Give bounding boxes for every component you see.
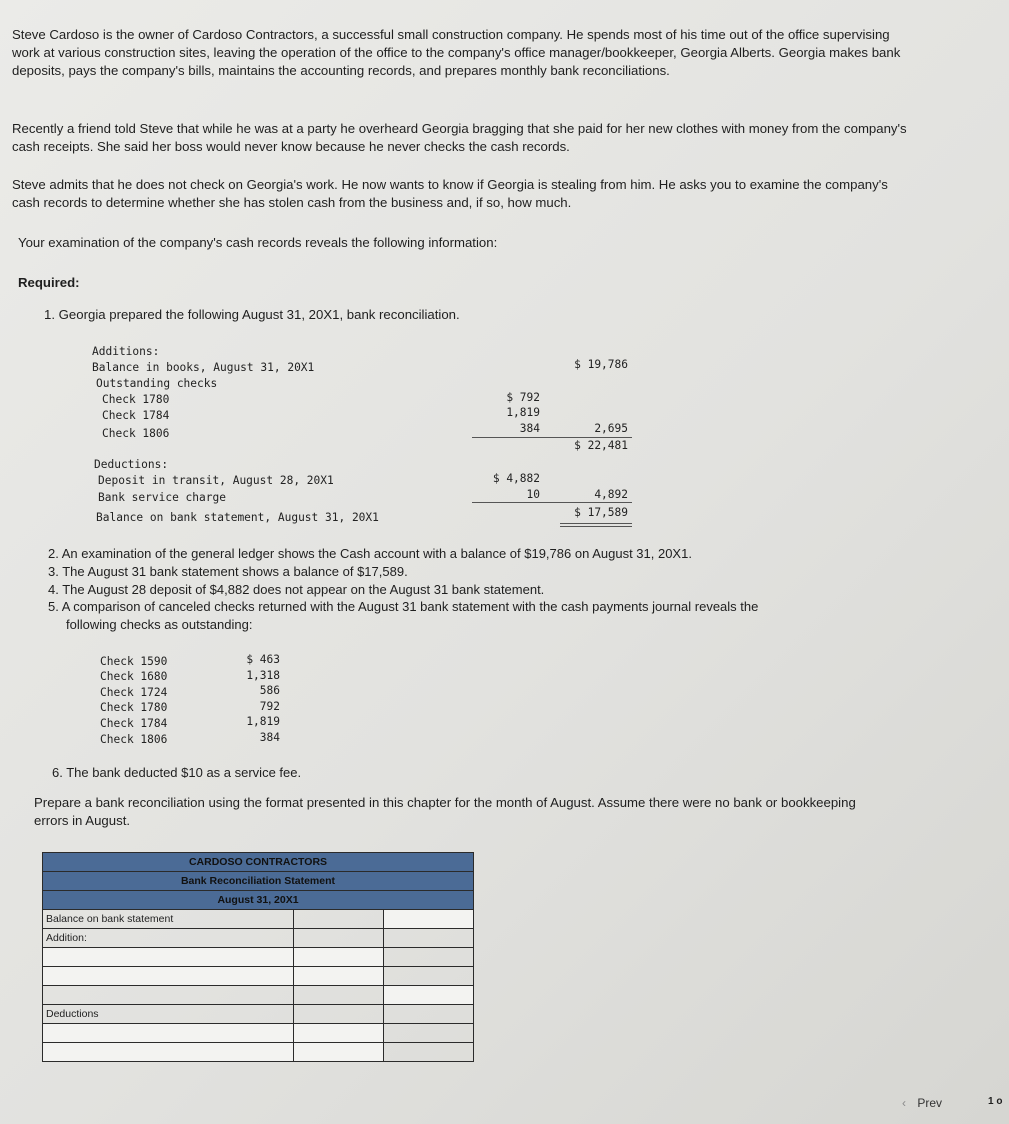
input-cell[interactable] xyxy=(293,929,383,948)
list-item-label: Check 1724 xyxy=(100,686,168,699)
list-item-label: Check 1590 xyxy=(100,655,168,668)
balance-bank-value: $ 17,589 xyxy=(574,506,628,519)
underline xyxy=(472,502,632,503)
instructions: Prepare a bank reconciliation using the format presented in this chapter for the month of August. Assume there were no bank or bookkeeping errors in August. xyxy=(34,795,856,828)
deductions-total: 4,892 xyxy=(594,488,628,501)
list-item-value: 792 xyxy=(259,700,280,713)
deductions-label: Deductions: xyxy=(94,458,169,471)
item-5-continued: following checks as outstanding: xyxy=(66,617,253,632)
input-cell[interactable] xyxy=(293,910,383,929)
input-cell[interactable] xyxy=(293,1005,383,1024)
intro-paragraph-3: Steve admits that he does not check on Georgia's work. He now wants to know if Georgia is stealing from him. He asks you to examine the company's cash records to determine whether she has stolen cash from the business and, if so, how much. xyxy=(12,177,888,210)
input-cell[interactable] xyxy=(383,986,473,1005)
statement-date: August 31, 20X1 xyxy=(43,891,474,910)
item-2: 2. An examination of the general ledger shows the Cash account with a balance of $19,786 on August 31, 20X1. xyxy=(48,546,692,561)
item-3: 3. The August 31 bank statement shows a balance of $17,589. xyxy=(48,564,408,579)
statement-title: Bank Reconciliation Statement xyxy=(43,872,474,891)
service-charge-label: Bank service charge xyxy=(98,491,226,504)
double-underline xyxy=(560,526,632,527)
list-item-value: 586 xyxy=(259,684,280,697)
input-cell[interactable] xyxy=(383,910,473,929)
input-cell[interactable] xyxy=(43,986,294,1005)
additions-label: Additions: xyxy=(92,345,160,358)
input-cell[interactable] xyxy=(383,1024,473,1043)
list-item-label: Check 1806 xyxy=(100,733,168,746)
checks-total: 2,695 xyxy=(594,422,628,435)
balance-bank-label: Balance on bank statement, August 31, 20X1 xyxy=(96,511,379,524)
check-value: 384 xyxy=(519,422,540,435)
input-cell[interactable] xyxy=(293,967,383,986)
prev-button[interactable] xyxy=(902,1096,942,1110)
required-heading: Required: xyxy=(18,275,80,290)
page-indicator: 1 o xyxy=(988,1096,1003,1107)
check-label: Check 1784 xyxy=(102,409,170,422)
intro-paragraph-2: Recently a friend told Steve that while he was at a party he overheard Georgia bragging that she paid for her new clothes with money from the company's cash receipts. She said her boss would never know because he never checks the cash records. xyxy=(12,121,907,154)
chevron-left-icon: ‹ xyxy=(902,1096,906,1110)
list-item-value: 1,819 xyxy=(246,715,280,728)
intro-paragraph-4: Your examination of the company's cash records reveals the following information: xyxy=(18,235,498,250)
balance-label: Balance on bank statement xyxy=(43,910,294,929)
list-item-label: Check 1680 xyxy=(100,670,168,683)
check-label: Check 1780 xyxy=(102,393,170,406)
subtotal: $ 22,481 xyxy=(574,439,628,452)
company-name: CARDOSO CONTRACTORS xyxy=(43,853,474,872)
outstanding-checks-label: Outstanding checks xyxy=(96,377,218,390)
input-cell[interactable] xyxy=(293,948,383,967)
list-item-label: Check 1780 xyxy=(100,701,168,714)
input-cell[interactable] xyxy=(43,967,294,986)
check-label: Check 1806 xyxy=(102,427,170,440)
item-4: 4. The August 28 deposit of $4,882 does not appear on the August 31 bank statement. xyxy=(48,582,545,597)
input-cell[interactable] xyxy=(43,1043,294,1062)
input-cell[interactable] xyxy=(383,948,473,967)
list-item-value: $ 463 xyxy=(246,653,280,666)
input-cell[interactable] xyxy=(43,948,294,967)
input-cell[interactable] xyxy=(383,967,473,986)
check-value: 1,819 xyxy=(506,406,540,419)
input-cell[interactable] xyxy=(293,1024,383,1043)
balance-books-value: $ 19,786 xyxy=(574,358,628,371)
deposit-value: $ 4,882 xyxy=(492,472,540,485)
addition-label: Addition: xyxy=(43,929,294,948)
list-item-value: 384 xyxy=(259,731,280,744)
list-item-label: Check 1784 xyxy=(100,717,168,730)
input-cell[interactable] xyxy=(293,986,383,1005)
service-charge-value: 10 xyxy=(526,488,540,501)
underline xyxy=(560,523,632,524)
item-6: 6. The bank deducted $10 as a service fee. xyxy=(52,765,302,780)
input-cell[interactable] xyxy=(383,1005,473,1024)
intro-paragraph-1: Steve Cardoso is the owner of Cardoso Contractors, a successful small construction company. He spends most of his time out of the office supervising work at various construction sites, leaving the operation of the office to the company's office manager/bookkeeper, Georgia Alberts. Georgia makes bank deposits, pays the company's bills, maintains the accounting records, and prepares monthly bank reconciliations. xyxy=(12,27,901,78)
underline xyxy=(472,437,632,438)
input-cell[interactable] xyxy=(383,1043,473,1062)
prev-label: Prev xyxy=(917,1096,943,1110)
list-item-value: 1,318 xyxy=(246,669,280,682)
input-cell[interactable] xyxy=(383,929,473,948)
check-value: $ 792 xyxy=(506,391,540,404)
item-5: 5. A comparison of canceled checks returned with the August 31 bank statement with the cash payments journal reveals the xyxy=(48,599,759,614)
input-cell[interactable] xyxy=(293,1043,383,1062)
item-1: 1. Georgia prepared the following August 31, 20X1, bank reconciliation. xyxy=(44,307,460,322)
deposit-label: Deposit in transit, August 28, 20X1 xyxy=(98,474,334,487)
input-cell[interactable] xyxy=(43,1024,294,1043)
deductions-label: Deductions xyxy=(43,1005,294,1024)
bank-reconciliation-table xyxy=(42,852,474,1062)
balance-books-label: Balance in books, August 31, 20X1 xyxy=(92,361,315,374)
